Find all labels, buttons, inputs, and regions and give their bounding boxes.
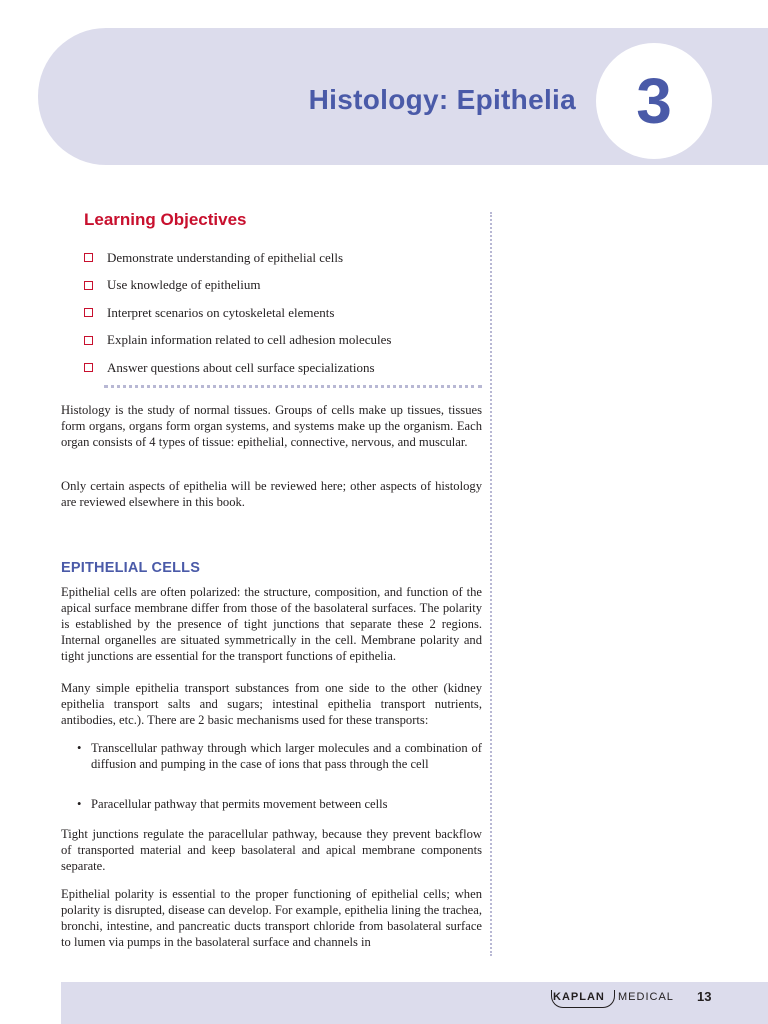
medical-text: MEDICAL <box>618 991 674 1003</box>
learning-objective-item <box>84 244 484 272</box>
checkbox-icon <box>84 363 93 372</box>
checkbox-icon <box>84 253 93 262</box>
bullet-item <box>77 796 482 812</box>
checkbox-icon <box>84 281 93 290</box>
section-heading: EPITHELIAL CELLS <box>61 560 201 576</box>
section-paragraph-4: Epithelial polarity is essential to the proper functioning of epithelial cells; when polarity is disrupted, disease can develop. For example, epithelia lining the trachea, bronchi, intestine, and pancreatic ducts transport chloride from basolateral surface to lumen via pumps in the basolateral surface and channels in <box>61 887 482 949</box>
section-paragraph-1: Epithelial cells are often polarized: the structure, composition, and function of the apical surface membrane differ from those of the basolateral surfaces. The polarity is established by the presence of tight junctions that separate these 2 regions. Internal organelles are situated symmetrically in the cell. Membrane polarity and tight junctions are essential for the transport functions of epithelia. <box>61 585 482 663</box>
intro-paragraph-2: Only certain aspects of epithelia will be reviewed here; other aspects of histology are reviewed elsewhere in this book. <box>61 479 482 509</box>
bullet-text: Paracellular pathway that permits movement between cells <box>91 797 388 811</box>
learning-objective-item <box>84 272 484 300</box>
section-paragraph-3: Tight junctions regulate the paracellular pathway, because they prevent backflow of transported material and keep basolateral and apical membrane components separate. <box>61 827 482 873</box>
chapter-number-circle <box>596 43 712 159</box>
margin-divider <box>490 212 492 956</box>
learning-objective-item <box>84 327 484 355</box>
section-divider <box>104 385 482 388</box>
learning-objectives-heading: Learning Objectives <box>84 210 247 229</box>
learning-objective-item <box>84 354 484 382</box>
learning-objective-text: Demonstrate understanding of epithelial cells <box>107 249 344 265</box>
learning-objective-text: Interpret scenarios on cytoskeletal elements <box>107 304 335 320</box>
bullet-item <box>77 740 482 772</box>
page-number: 13 <box>697 989 712 1004</box>
checkbox-icon <box>84 308 93 317</box>
learning-objective-text: Answer questions about cell surface specializations <box>107 359 375 375</box>
learning-objective-text: Use knowledge of epithelium <box>107 277 261 293</box>
bullet-text: Transcellular pathway through which larger molecules and a combination of diffusion and pumping in the case of ions that pass through the cell <box>91 741 482 771</box>
checkbox-icon <box>84 336 93 345</box>
learning-objectives-list <box>84 244 484 382</box>
chapter-title: Histology: Epithelia <box>308 84 576 115</box>
footer-band <box>61 982 768 1024</box>
learning-objective-item <box>84 299 484 327</box>
bullet-icon: • <box>77 797 82 811</box>
learning-objective-text: Explain information related to cell adhesion molecules <box>107 332 392 348</box>
chapter-number: 3 <box>636 65 672 137</box>
intro-paragraph-1: Histology is the study of normal tissues. Groups of cells make up tissues, tissues form organs, organs form organ systems, and systems make up the organism. Each organ consists of 4 types of tissue: epithelial, connective, nervous, and muscular. <box>61 403 482 449</box>
section-paragraph-2: Many simple epithelia transport substances from one side to the other (kidney epithelia transport salts and sugars; intestinal epithelia transport nutrients, antibodies, etc.). There are 2 basic mechanisms used for these transports: <box>61 681 482 727</box>
bullet-icon: • <box>77 741 82 755</box>
kaplan-logo-text: KAPLAN <box>553 991 605 1003</box>
